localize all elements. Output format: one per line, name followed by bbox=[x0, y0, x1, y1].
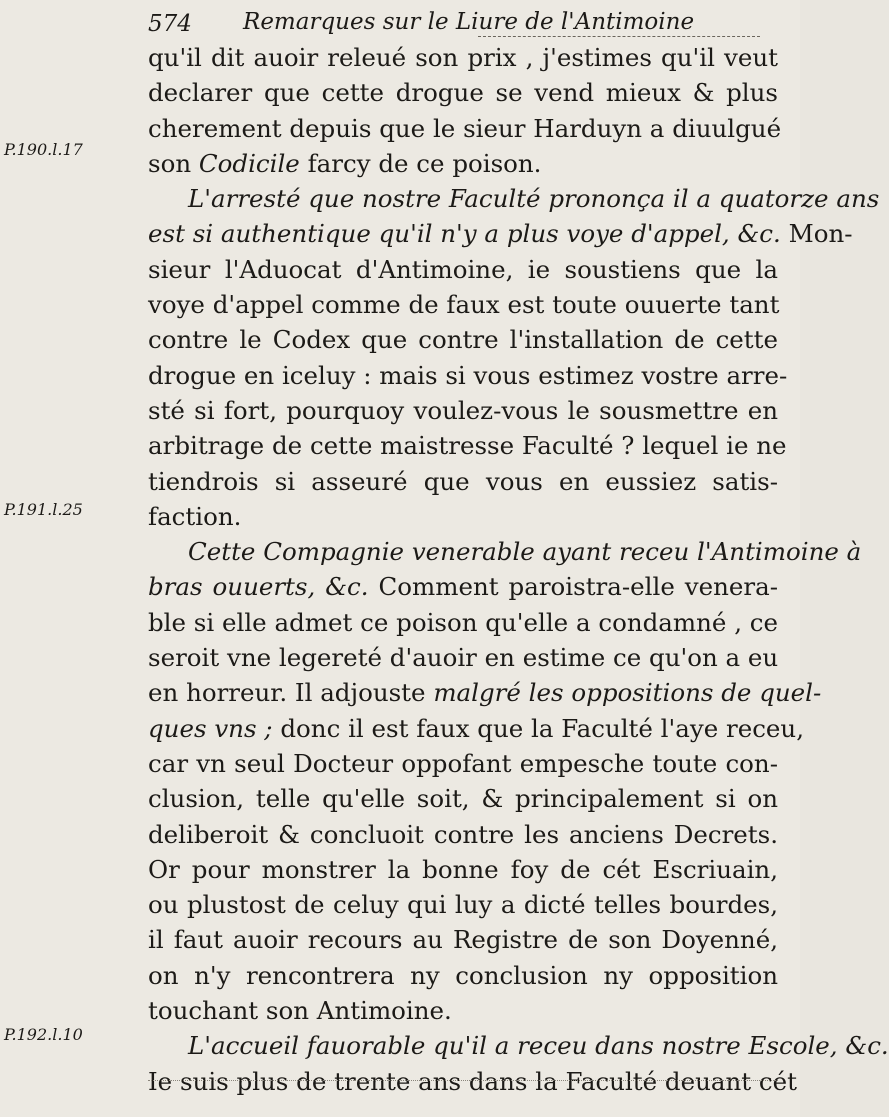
italic-quotation: Cette Compagnie venerable ayant receu l'Antimoine à bbox=[188, 537, 862, 567]
text-segment: sté si fort, pourquoy voulez-vous le sousmettre en bbox=[148, 395, 778, 425]
text-line bbox=[148, 499, 778, 534]
text-segment: declarer que cette drogue se vend mieux & plus bbox=[148, 78, 778, 108]
text-line bbox=[148, 993, 778, 1028]
text-line bbox=[148, 746, 778, 781]
text-line bbox=[148, 534, 862, 569]
text-segment: qu'il dit auoir releué son prix , j'estimes qu'il veut bbox=[148, 43, 778, 72]
text-segment: Comment paroistra-elle venera- bbox=[368, 572, 778, 602]
text-segment: ou plustost de celuy qui luy a dicté telles bourdes, bbox=[148, 890, 778, 920]
text-line bbox=[148, 181, 880, 216]
text-line bbox=[148, 252, 778, 287]
text-line bbox=[148, 1028, 889, 1063]
text-segment: tiendrois si asseuré que vous en eussiez satis- bbox=[148, 466, 778, 496]
italic-quotation: L'arresté que nostre Faculté prononça il a quatorze ans bbox=[188, 184, 880, 214]
text-segment: touchant son Antimoine. bbox=[148, 996, 452, 1026]
italic-quotation: ques vns ; bbox=[148, 713, 273, 743]
text-line bbox=[148, 111, 782, 146]
text-line bbox=[148, 40, 778, 75]
text-segment: donc il est faux que la Faculté l'aye receu, bbox=[272, 713, 804, 743]
page-header bbox=[148, 6, 760, 38]
italic-quotation: malgré les oppositions de quel- bbox=[433, 678, 822, 708]
margin-reference: P.191.l.25 bbox=[4, 500, 83, 519]
text-segment: Mon- bbox=[780, 219, 853, 249]
text-line bbox=[148, 216, 853, 251]
italic-quotation: L'accueil fauorable qu'il a receu dans nostre Escole, &c. bbox=[188, 1031, 889, 1061]
text-segment: Ie suis plus de trente ans dans la Faculté deuant cét bbox=[148, 1066, 797, 1096]
text-line bbox=[148, 358, 788, 393]
text-segment: faction. bbox=[148, 501, 242, 531]
text-line bbox=[148, 75, 778, 110]
text-line bbox=[148, 922, 778, 957]
text-segment: drogue en iceluy : mais si vous estimez vostre arre- bbox=[148, 360, 788, 390]
text-segment: on n'y rencontrera ny conclusion ny opposition bbox=[148, 960, 778, 990]
running-title: Remarques sur le Liure de l'Antimoine bbox=[243, 9, 695, 35]
text-line bbox=[148, 464, 778, 499]
text-segment: deliberoit & concluoit contre les anciens Decrets. bbox=[148, 819, 778, 849]
text-segment: ble si elle admet ce poison qu'elle a condamné , ce bbox=[148, 607, 778, 637]
text-segment: car vn seul Docteur oppofant empesche toute con- bbox=[148, 748, 778, 778]
italic-quotation: Codicile bbox=[198, 148, 300, 178]
text-segment: il faut auoir recours au Registre de son Doyenné, bbox=[148, 925, 778, 955]
text-line bbox=[148, 322, 778, 357]
text-line bbox=[148, 1064, 797, 1099]
text-line bbox=[148, 711, 804, 746]
text-line bbox=[148, 393, 778, 428]
text-line bbox=[148, 887, 778, 922]
body-text bbox=[148, 40, 889, 1099]
bottom-rule bbox=[148, 1080, 778, 1081]
text-segment: son bbox=[148, 148, 199, 178]
text-segment: cherement depuis que le sieur Harduyn a diuulgué bbox=[148, 113, 782, 143]
text-line bbox=[148, 817, 778, 852]
margin-reference: P.192.l.10 bbox=[4, 1025, 83, 1044]
text-line bbox=[148, 287, 778, 322]
text-segment: Or pour monstrer la bonne foy de cét Escriuain, bbox=[148, 854, 778, 884]
text-line bbox=[148, 852, 778, 887]
italic-quotation: bras ouuerts, &c. bbox=[148, 572, 369, 602]
text-line bbox=[148, 781, 778, 816]
text-segment: sieur l'Aduocat d'Antimoine, ie soustiens que la bbox=[148, 254, 778, 284]
text-line bbox=[148, 605, 778, 640]
text-segment: voye d'appel comme de faux est toute ouuerte tant bbox=[148, 290, 780, 320]
text-segment: contre le Codex que contre l'installation de cette bbox=[148, 325, 778, 355]
text-segment: clusion, telle qu'elle soit, & principalement si on bbox=[148, 784, 778, 814]
text-segment: arbitrage de cette maistresse Faculté ? lequel ie ne bbox=[148, 431, 787, 461]
text-line bbox=[148, 428, 787, 463]
text-line bbox=[148, 569, 778, 604]
page-number: 574 bbox=[148, 11, 192, 37]
text-line bbox=[148, 675, 822, 710]
margin-reference: P.190.l.17 bbox=[4, 140, 83, 159]
text-line bbox=[148, 958, 778, 993]
text-segment: farcy de ce poison. bbox=[299, 148, 542, 178]
text-segment: en horreur. Il adjouste bbox=[148, 678, 434, 708]
italic-quotation: est si authentique qu'il n'y a plus voye d'appel, &c. bbox=[148, 219, 781, 249]
text-segment: seroit vne legereté d'auoir en estime ce qu'on a eu bbox=[148, 643, 779, 673]
header-rule bbox=[478, 36, 760, 37]
text-line bbox=[148, 640, 778, 675]
text-line bbox=[148, 146, 778, 181]
